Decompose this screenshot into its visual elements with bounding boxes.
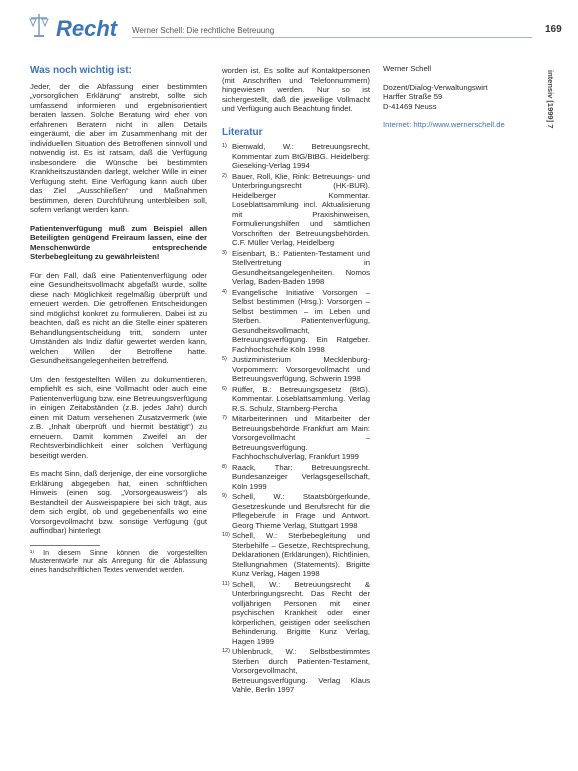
reference-item (222, 142, 370, 171)
paragraph: Jeder, der die Abfassung einer bestimmten „vorsorglichen Erklärung“ anstrebt, sollte sich umfassend informieren und ergebnisorientiert beraten lassen. Solche Beratung wird eher von erfahrenen Beratern nicht in allen Details eingeräumt, die aber im Zusammenhang mit der individuellen Situation des Betroffenen sinnvoll und notwendig ist. Es ist ratsam, daß die Verfügung insbesondere die Wünsche bei bestimmten Krankheitszuständen darlegt, welcher Wille in einer Verfügung steht. Eine Verfügung kann auch über das Ziel „Ausschließen“ und Maßnahmen bestimmen, deren Durchführung unterbleiben soll, sofern verlangt werden kann. (30, 81, 207, 214)
page-header (28, 8, 562, 48)
reference-number: 2) (222, 172, 227, 179)
address-line: D-41469 Neuss (383, 101, 437, 111)
running-title: Werner Schell: Die rechtliche Betreuung (132, 26, 275, 35)
reference-number: 4) (222, 288, 227, 295)
reference-item (222, 172, 370, 248)
literature-heading: Literatur (222, 126, 263, 138)
reference-item (222, 580, 370, 647)
footnote-rule (30, 545, 100, 546)
reference-item (222, 647, 370, 695)
reference-number: 7) (222, 415, 227, 421)
reference-list (222, 142, 370, 695)
footnote: ¹⁾ In diesem Sinne können die vorgestellten Musterentwürfe nur als Anregung für die Abfassung eines handschriftlichen Textes verwendet werden. (30, 549, 207, 574)
reference-text: Evangelische Initiative Vorsorgen – Selbst bestimmen (Hrsg.): Vorsorgen – Selbst bestimmen – im Leben und Sterben. Patientenverfügung, Gesundheitsvollmacht, Betreuungsverfügung. Ein Ratgeber. Fachhochschule Köln 1998 (232, 287, 370, 354)
reference-number: 9) (222, 493, 227, 499)
section-brand: Recht (56, 16, 118, 41)
bold-paragraph: Patientenverfügung muß zum Beispiel allen Beteiligten genügend Freiraum lassen, eine der Menschenwürde entsprechende Sterbebegleitung zu gewährleisten! (30, 223, 207, 261)
reference-text: Raack, Thar: Betreuungsrecht. Bundesanzeiger Verlagsgesellschaft, Köln 1999 (232, 462, 370, 491)
reference-text: Uhlenbruck, W.: Selbstbestimmtes Sterben durch Patienten-Testament, Vorsorgevollmacht, Betreuungsverfügung. Verlag Klaus Vahle, Berlin 1997 (232, 647, 370, 694)
reference-item (222, 492, 370, 530)
column-1 (30, 66, 207, 575)
address-line: Harffer Straße 59 (383, 92, 443, 101)
paragraph: Um den festgestellten Willen zu dokumentieren, empfiehlt es sich, eine Vollmacht oder auch eine Patientenverfügung bzw. eine Betreuungsverfügung in einigen Zeitabständen (z.B. jedes Jahr) durch einen mit Datum versehenen Zusatzvermerk (wie z.B. „Inhalt überprüft und hiermit bestätigt“) zu erneuern. Damit kommen Zweifel an der Rechtsverbindlichkeit einer solchen Verfügung beseitigt werden. (30, 374, 207, 460)
reference-item (222, 531, 370, 579)
reference-item (222, 249, 370, 287)
reference-number: 11) (222, 580, 230, 587)
address-line: Dozent/Dialog-Verwaltungswirt (383, 82, 488, 92)
reference-number: 10) (222, 532, 230, 538)
header-rule (132, 37, 532, 38)
reference-number: 8) (222, 463, 227, 470)
page-number: 169 (545, 24, 562, 35)
reference-text: Rüffer, B.: Betreuungsgesetz (BtG). Kommentar. Loseblattsammlung. Verlag R.S. Schulz, Starnberg-Percha (232, 384, 370, 413)
reference-item (222, 355, 370, 384)
reference-number: 1) (222, 143, 227, 149)
reference-number: 12) (222, 648, 230, 654)
column-2 (222, 66, 370, 696)
reference-number: 6) (222, 385, 227, 392)
author-name: Werner Schell (383, 64, 432, 73)
reference-item (222, 385, 370, 414)
reference-number: 5) (222, 356, 227, 362)
reference-text: Eisenbart, B.: Patienten-Testament und Stellvertretung in Gesundheitsangelegenheiten. Nomos Verlag, Baden-Baden 1998 (232, 248, 370, 286)
reference-text: Bauer, Roll, Klie, Rink: Betreuungs- und Unterbringungsrecht (HK-BUR). Heidelberger Kommentar. Loseblattsammlung incl. Aktualisierung mit Praxishinweisen, Formulierungshilfen und sämtlichen Vorschriften der Betreuungsbehörden. C.F. Müller Verlag, Heidelberg (232, 171, 370, 247)
paragraph: Für den Fall, daß eine Patientenverfügung oder eine Gesundheitsvollmacht abgefaßt wurde, sollte diese nach Möglichkeit regelmäßig überprüft und erneuert werden. Die getroffenen Entscheidungen sind möglichst konkret zu formulieren. Dabei ist zu beachten, daß es nicht an die Stelle einer späteren Behandlungsentscheidung tritt, sondern unter Umständen als Indiz dafür gewertet werden kann, welchen Willen der Betroffene hatte. Gesundheitsangelegenheiten betreffend. (30, 270, 207, 365)
reference-item (222, 463, 370, 492)
section-heading: Was noch wichtig ist: (30, 65, 132, 76)
reference-text: Schell, W.: Staatsbürgerkunde, Gesetzeskunde und Berufsrecht für die Pflegeberufe in Frage und Antwort. Georg Thieme Verlag, Stuttgart 1998 (232, 492, 370, 530)
reference-item (222, 288, 370, 355)
reference-text: Mitarbeiterinnen und Mitarbeiter der Betreuungsbehörde Frankfurt am Main: Vorsorgevollmacht – Betreuungsverfügung. Fachhochschulverlag, Frankfurt 1999 (232, 414, 370, 461)
paragraph: Es macht Sinn, daß derjenige, der eine vorsorgliche Erklärung abgegeben hat, einen schriftlichen Hinweis (einen sog. „Vorsorgeausweis“) als Bestandteil der Ausweispapiere bei sich trägt, aus dem sich ergibt, ob und gegebenenfalls wo eine Vorsorgevollmacht bzw. sonstige Verfügung (gut auffindbar) hinterlegt (30, 469, 207, 535)
reference-text: Bienwald, W.: Betreuungsrecht, Kommentar zum BtG/BtBG. Heidelberg: Gieseking-Verlag 1994 (232, 142, 370, 170)
paragraph: worden ist. Es sollte auf Kontaktpersonen (mit Anschriften und Telefonnummern) hingewiesen werden. Nur so ist sichergestellt, daß die jeweilige Vollmacht und Verfügung auch Beachtung findet. (222, 66, 370, 113)
reference-item (222, 414, 370, 462)
side-tag: intensiv [1999] 7 (546, 70, 555, 129)
author-website[interactable]: Internet: http://www.wernerschell.de (383, 120, 505, 129)
reference-text: Schell, W.: Betreuungsrecht & Unterbringungsrecht. Das Recht der volljährigen Personen mit einer psychischen Krankheit oder einer körperlichen, geistigen oder seelischen Behinderung. Brigitte Kunz Verlag, Hagen 1999 (232, 579, 370, 646)
reference-number: 3) (222, 249, 227, 256)
reference-text: Schell, W.: Sterbebegleitung und Sterbehilfe – Gesetze, Rechtsprechung, Deklarationen (Erklärungen), Richtlinien, Stellungnahmen (Statements). Brigitte Kunz Verlag, Hagen 1998 (232, 531, 371, 578)
scales-icon (28, 12, 50, 38)
reference-text: Justizministerium Mecklenburg-Vorpommern: Vorsorgevollmacht und Betreuungsverfügung, Schwerin 1998 (232, 355, 370, 383)
author-address (383, 64, 533, 130)
